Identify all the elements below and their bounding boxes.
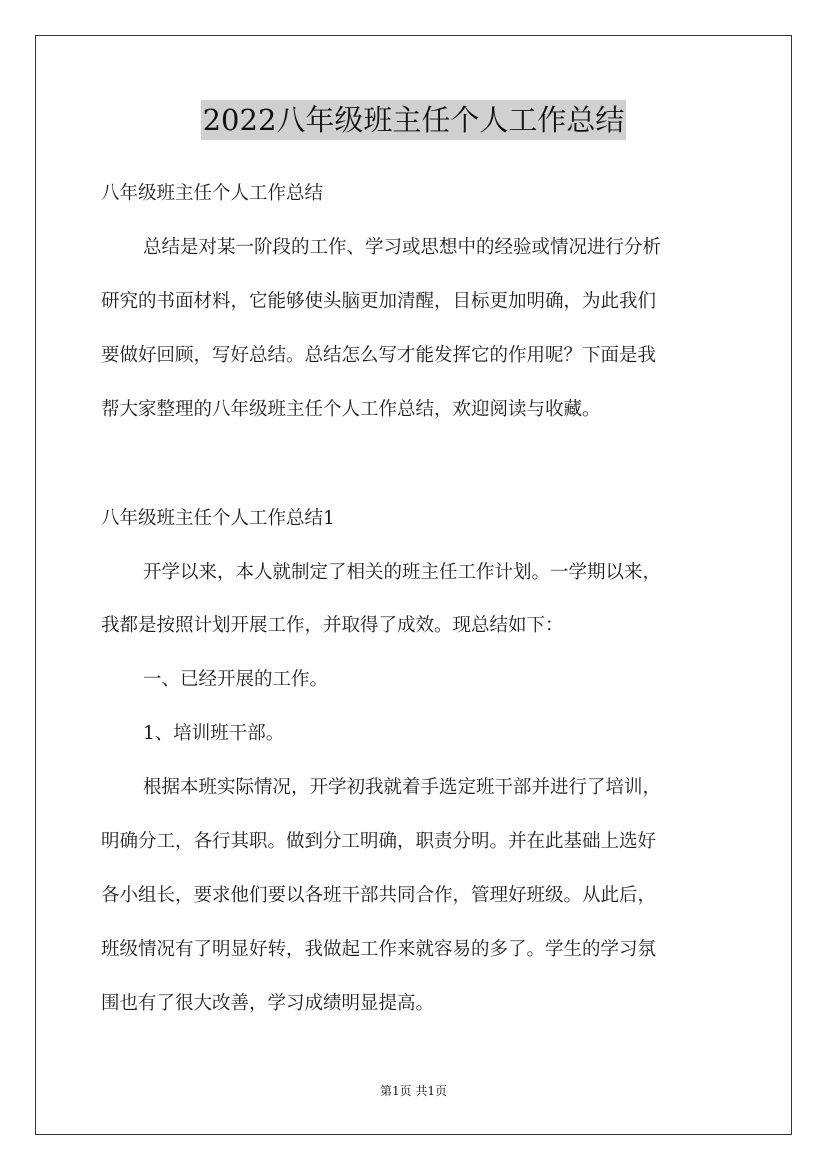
paragraph-line: 我都是按照计划开展工作，并取得了成效。现总结如下： <box>101 615 564 636</box>
subtitle: 八年级班主任个人工作总结 <box>101 183 324 204</box>
paragraph-line: 班级情况有了明显好转，我做起工作来就容易的多了。学生的学习氛 <box>101 939 657 960</box>
paragraph-line: 根据本班实际情况，开学初我就着手选定班干部并进行了培训， <box>143 777 662 798</box>
paragraph-line: 开学以来，本人就制定了相关的班主任工作计划。一学期以来， <box>143 562 662 583</box>
page-footer: 第1页 共1页 <box>379 1084 448 1098</box>
paragraph-line: 围也有了很大改善，学习成绩明显提高。 <box>101 993 435 1014</box>
section-heading: 八年级班主任个人工作总结1 <box>101 508 335 529</box>
paragraph-line: 帮大家整理的八年级班主任个人工作总结，欢迎阅读与收藏。 <box>101 399 601 420</box>
list-heading: 一、已经开展的工作。 <box>143 669 329 690</box>
paragraph-line: 明确分工，各行其职。做到分工明确，职责分明。并在此基础上选好 <box>101 831 657 852</box>
title-container <box>0 100 827 140</box>
list-item: 1、培训班干部。 <box>143 723 285 744</box>
paragraph-line: 总结是对某一阶段的工作、学习或思想中的经验或情况进行分析 <box>143 237 662 258</box>
document-title: 2022八年级班主任个人工作总结 <box>201 100 627 140</box>
paragraph-line: 各小组长，要求他们要以各班干部共同合作，管理好班级。从此后， <box>101 885 657 906</box>
paragraph-line: 要做好回顾，写好总结。总结怎么写才能发挥它的作用呢？下面是我 <box>101 345 657 366</box>
paragraph-line: 研究的书面材料，它能够使头脑更加清醒，目标更加明确，为此我们 <box>101 291 657 312</box>
